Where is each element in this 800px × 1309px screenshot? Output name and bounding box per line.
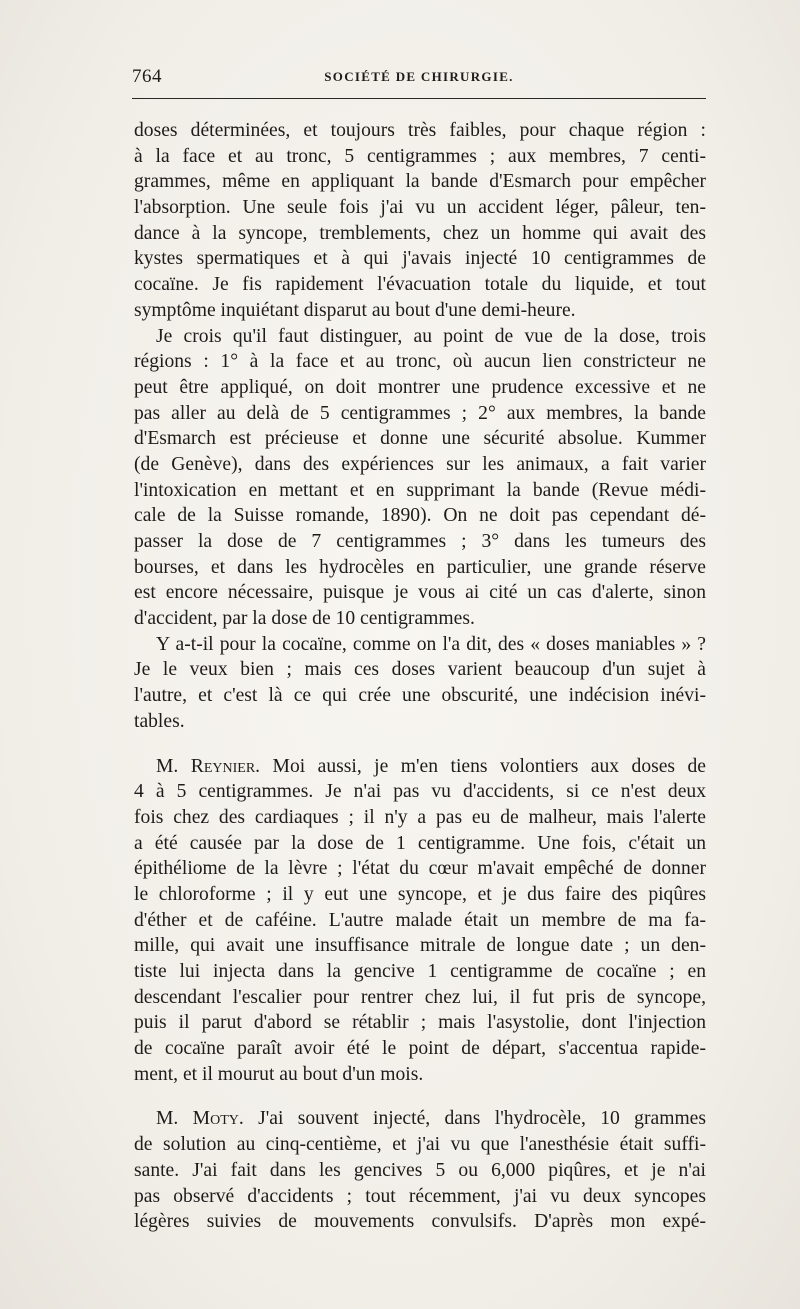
text-line: kystes spermatiques et à qui j'avais injecté 10 centigrammes de (134, 248, 706, 270)
text-line: l'absorption. Une seule fois j'ai vu un accident léger, pâleur, ten- (134, 197, 706, 219)
text-line: doses déterminées, et toujours très faibles, pour chaque région : (134, 120, 706, 141)
text-line: légères suivies de mouvements convulsifs. D'après mon expé- (134, 1211, 706, 1233)
text-line: 4 à 5 centigrammes. Je n'ai pas vu d'accidents, si ce n'est deux (134, 781, 706, 803)
text-line: puis il parut d'abord se rétablir ; mais l'asystolie, dont l'injection (134, 1012, 706, 1034)
page-header (132, 66, 706, 88)
text-line: bourses, et dans les hydrocèles en particulier, une grande réserve (134, 556, 706, 578)
text-line: d'éther et de caféine. L'autre malade était un membre de ma fa- (134, 909, 706, 931)
text-line: est encore nécessaire, puisque je vous ai cité un cas d'alerte, sinon (134, 582, 706, 604)
text-line: d'Esmarch est précieuse et donne une sécurité absolue. Kummer (134, 428, 706, 450)
text-line: symptôme inquiétant disparut au bout d'une demi-heure. (134, 299, 576, 321)
text-line: de cocaïne paraît avoir été le point de départ, s'accentua rapide- (134, 1038, 706, 1060)
text-line: régions : 1° à la face et au tronc, où aucun lien constricteur ne (134, 351, 706, 373)
text-line: descendant l'escalier pour rentrer chez lui, il fut pris de syncope, (134, 986, 706, 1008)
text-line: tiste lui injecta dans la gencive 1 centigramme de cocaïne ; en (134, 961, 706, 982)
text-line: a été causée par la dose de 1 centigramme. Une fois, c'était un (134, 832, 706, 854)
speaker-paragraph (134, 754, 706, 1088)
text-line: tables. (134, 710, 185, 732)
text-fragment: Moi aussi, je m'en tiens volontiers aux doses de (260, 755, 707, 777)
text-line: épithéliome de la lèvre ; l'état du cœur m'avait empêché de donner (134, 858, 706, 880)
text-line (134, 754, 706, 780)
paragraph-gap (134, 1087, 706, 1106)
text-line: l'intoxication en mettant et en supprimant la bande (Revue médi- (134, 479, 706, 501)
speaker-name: M. Reynier. (156, 755, 261, 777)
text-fragment: J'ai souvent injecté, dans l'hydrocèle, 10 grammes (243, 1108, 707, 1130)
paragraph (134, 118, 706, 324)
paragraph-gap (134, 735, 706, 754)
text-line: d'accident, par la dose de 10 centigrammes. (134, 608, 475, 630)
page-number: 764 (132, 66, 162, 87)
text-line: (de Genève), dans des expériences sur les animaux, a fait varier (134, 453, 706, 475)
text-line: Je le veux bien ; mais ces doses varient beaucoup d'un sujet à (134, 659, 706, 681)
text-line: mille, qui avait une insuffisance mitrale de longue date ; un den- (134, 935, 706, 957)
text-line: fois chez des cardiaques ; il n'y a pas eu de malheur, mais l'alerte (134, 806, 706, 828)
text-line: passer la dose de 7 centigrammes ; 3° dans les tumeurs des (134, 531, 706, 552)
text-line: pas aller au delà de 5 centigrammes ; 2° aux membres, la bande (134, 402, 706, 424)
text-line: peut être appliqué, on doit montrer une prudence excessive et ne (134, 376, 706, 398)
speaker-paragraph (134, 1106, 706, 1234)
body-text (134, 118, 706, 1235)
text-line: le chloroforme ; il y eut une syncope, et je dus faire des piqûres (134, 883, 706, 905)
text-line: cale de la Suisse romande, 1890). On ne doit pas cependant dé- (134, 505, 706, 527)
text-line: pas observé d'accidents ; tout récemment, j'ai vu deux syncopes (134, 1185, 706, 1207)
paragraph (134, 324, 706, 632)
text-line: ment, et il mourut au bout d'un mois. (134, 1063, 424, 1085)
text-line: l'autre, et c'est là ce qui crée une obscurité, une indécision inévi- (134, 685, 706, 707)
text-line: Je crois qu'il faut distinguer, au point de vue de la dose, trois (156, 325, 706, 347)
text-line: grammes, même en appliquant la bande d'Esmarch pour empêcher (134, 171, 706, 193)
text-line: à la face et au tronc, 5 centigrammes ; aux membres, 7 centi- (134, 145, 706, 167)
text-line (134, 1106, 706, 1132)
text-line: de solution au cinq-centième, et j'ai vu que l'anesthésie était suffi- (134, 1134, 706, 1156)
speaker-name: M. Moty. (156, 1108, 244, 1130)
running-title: SOCIÉTÉ DE CHIRURGIE. (324, 69, 514, 84)
text-line: dance à la syncope, tremblements, chez un homme qui avait des (134, 222, 706, 244)
text-line: cocaïne. Je fis rapidement l'évacuation totale du liquide, et tout (134, 274, 706, 296)
header-rule (132, 98, 706, 99)
text-line: Y a-t-il pour la cocaïne, comme on l'a dit, des « doses maniables » ? (156, 633, 706, 655)
paragraph (134, 632, 706, 735)
text-line: sante. J'ai fait dans les gencives 5 ou 6,000 piqûres, et je n'ai (134, 1159, 706, 1181)
